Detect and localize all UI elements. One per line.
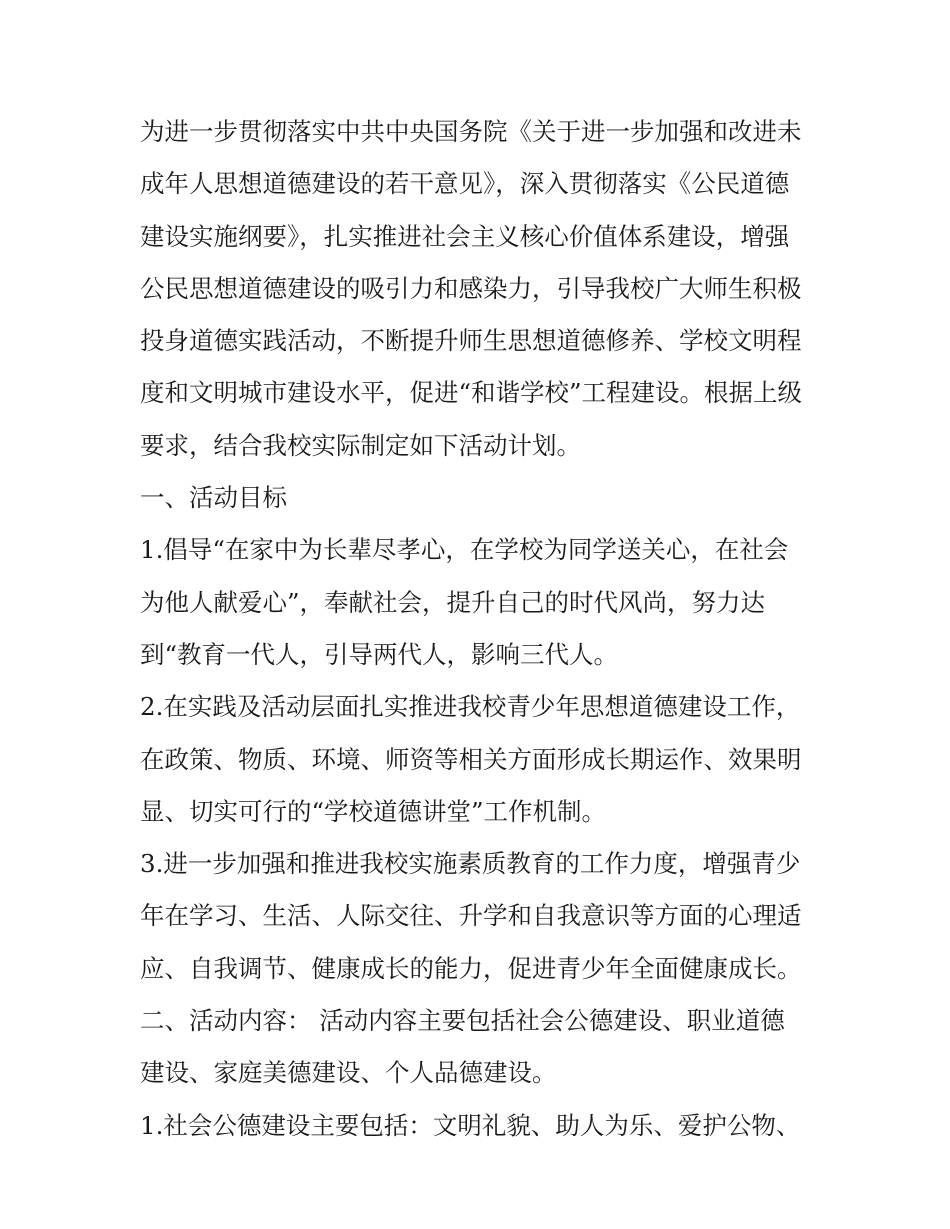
text-line: 为他人献爱心”，奉献社会，提升自己的时代风尚，努力达 — [140, 587, 766, 617]
text-line: 投身道德实践活动，不断提升师生思想道德修养、学校文明程 — [140, 326, 802, 356]
text-line: 建设、家庭美德建设、个人品德建设。 — [140, 1058, 557, 1088]
text-line: 1.倡导“在家中为长辈尽孝心，在学校为同学送关心，在社会 — [140, 535, 789, 565]
text-line: 应、自我调节、健康成长的能力，促进青少年全面健康成长。 — [140, 953, 802, 983]
text-line: 3.进一步加强和推进我校实施素质教育的工作力度，增强青少 — [140, 849, 801, 879]
section-heading: 二、活动内容： 活动内容主要包括社会公德建设、职业道德 — [140, 1006, 785, 1036]
text-line: 成年人思想道德建设的若干意见》，深入贯彻落实《公民道德 — [140, 169, 790, 199]
text-line: 显、切实可行的“学校道德讲堂”工作机制。 — [140, 796, 607, 826]
document-body — [140, 106, 830, 1152]
text-line: 2.在实践及活动层面扎实推进我校青少年思想道德建设工作， — [140, 692, 801, 722]
text-line: 要求，结合我校实际制定如下活动计划。 — [140, 430, 581, 460]
text-line: 度和文明城市建设水平，促进“和谐学校”工程建设。根据上级 — [140, 378, 803, 408]
text-line: 为进一步贯彻落实中共中央国务院《关于进一步加强和改进未 — [140, 117, 802, 146]
text-line: 年在学习、生活、人际交往、升学和自我意识等方面的心理适 — [140, 901, 802, 931]
text-line: 在政策、物质、环境、师资等相关方面形成长期运作、效果明 — [140, 744, 802, 774]
text-line: 建设实施纲要》，扎实推进社会主义核心价值体系建设，增强 — [140, 221, 790, 251]
text-line: 到“教育一代人，引导两代人，影响三代人。 — [140, 639, 619, 669]
text-line: 公民思想道德建设的吸引力和感染力，引导我校广大师生积极 — [140, 273, 802, 303]
text-line: 1.社会公德建设主要包括：文明礼貌、助人为乐、爱护公物、 — [140, 1110, 801, 1140]
section-heading: 一、活动目标 — [140, 483, 287, 513]
